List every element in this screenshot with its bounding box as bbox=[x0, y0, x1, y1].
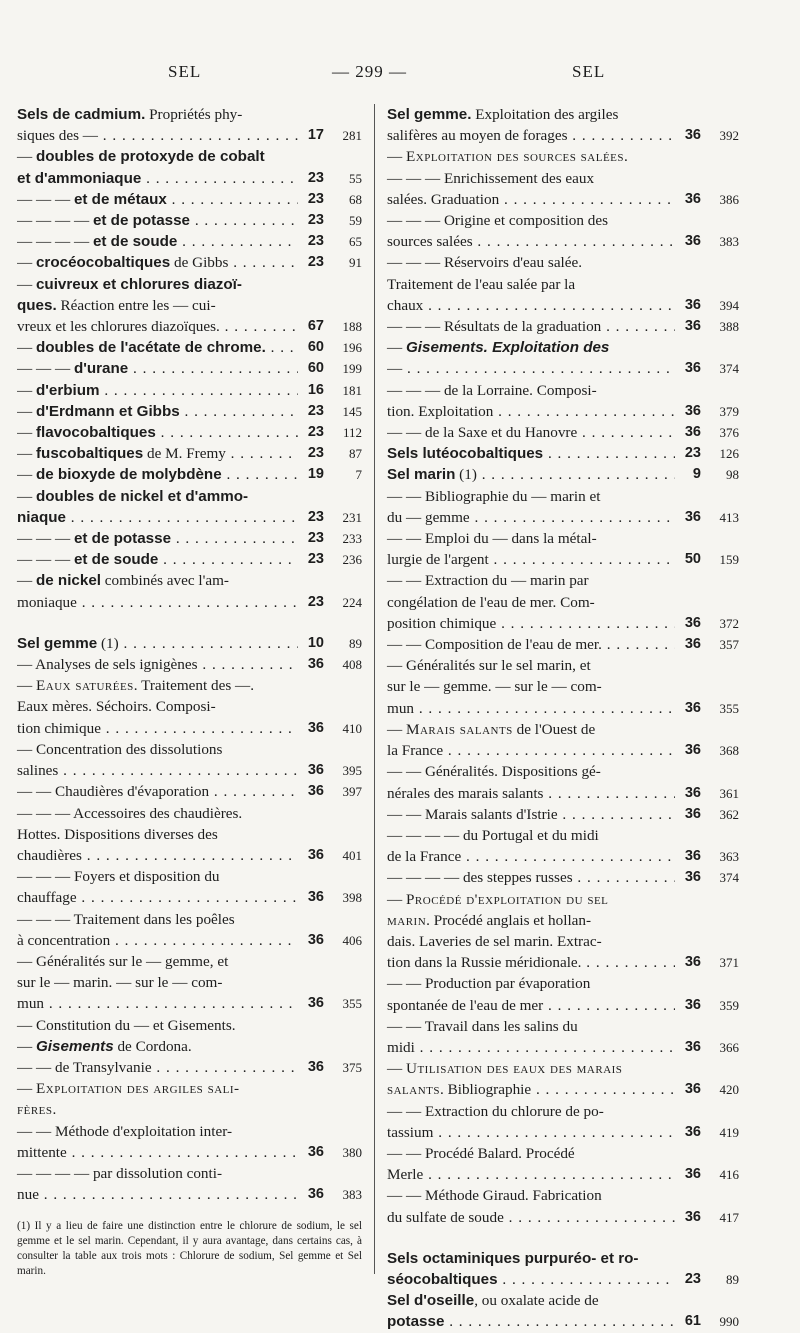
entry-text: — — — — des steppes russes . . . bbox=[387, 867, 739, 888]
entry-text: — — — — et de potasse . . . bbox=[17, 210, 362, 231]
entry-text: — Exploitation des argiles sali- fères. bbox=[17, 1080, 240, 1119]
volume-number: 36 bbox=[684, 296, 701, 313]
volume-number: 36 bbox=[684, 318, 701, 335]
volume-number: 36 bbox=[307, 846, 324, 863]
volume-number: 23 bbox=[307, 424, 324, 441]
entry-text: — — Composition de l'eau de mer. . . . bbox=[387, 634, 739, 655]
index-entry bbox=[387, 1248, 739, 1290]
entry-text: — — — — et de soude . . . bbox=[17, 231, 362, 252]
index-entry bbox=[17, 274, 362, 338]
page-reference: 395 bbox=[342, 763, 362, 779]
entry-text: — cuivreux et chlorures diazoï- ques. Réaction entre les — cui- vreux et les chlorures diazoïques. . . . bbox=[17, 274, 362, 338]
entry-text: Sels lutéocobaltiques . . . bbox=[387, 443, 739, 464]
page-reference: 408 bbox=[342, 657, 362, 673]
entry-text: — — Production par évaporation spontanée de l'eau de mer . . . bbox=[387, 973, 739, 1015]
volume-number: 36 bbox=[307, 1143, 324, 1160]
entry-text: — d'Erdmann et Gibbs . . . bbox=[17, 401, 362, 422]
volume-number: 36 bbox=[307, 995, 324, 1012]
column-divider bbox=[374, 104, 375, 1274]
volume-number: 23 bbox=[307, 593, 324, 610]
entry-text: — — — Enrichissement des eaux salées. Graduation . . . bbox=[387, 168, 739, 210]
volume-number: 36 bbox=[307, 656, 324, 673]
entry-text: — — — et de potasse . . . bbox=[17, 528, 362, 549]
volume-number: 23 bbox=[307, 169, 324, 186]
entry-text: — — Emploi du — dans la métal- lurgie de l'argent . . . bbox=[387, 528, 739, 570]
header-right: SEL bbox=[572, 62, 606, 81]
entry-text: — — Chaudières d'évaporation . . . bbox=[17, 781, 362, 802]
page-reference: 380 bbox=[342, 1144, 362, 1160]
page-reference: 231 bbox=[342, 509, 362, 525]
entry-text: — Généralités sur le sel marin, et sur le — gemme. — sur le — com- mun . . . bbox=[387, 655, 739, 719]
entry-text: Sel marin (1) . . . bbox=[387, 464, 739, 485]
page-reference: 359 bbox=[719, 997, 739, 1013]
entry-text: — — — et de soude . . . bbox=[17, 549, 362, 570]
page-reference: 355 bbox=[719, 700, 739, 716]
page-reference: 68 bbox=[349, 191, 362, 207]
volume-number: 36 bbox=[684, 508, 701, 525]
entry-text: — — Méthode Giraud. Fabrication du sulfate de soude . . . bbox=[387, 1185, 739, 1227]
volume-number: 36 bbox=[307, 1186, 324, 1203]
volume-number: 60 bbox=[307, 360, 324, 377]
page-reference: 371 bbox=[719, 955, 739, 971]
page-reference: 379 bbox=[719, 403, 739, 419]
index-entry bbox=[387, 1185, 739, 1227]
entry-text: — Exploitation des sources salées. bbox=[387, 148, 628, 166]
volume-number: 36 bbox=[684, 954, 701, 971]
index-entry bbox=[17, 401, 362, 422]
index-entry bbox=[17, 739, 362, 781]
entry-text: — d'erbium . . . bbox=[17, 380, 362, 401]
volume-number: 36 bbox=[307, 719, 324, 736]
index-entry bbox=[17, 380, 362, 401]
page-reference: 233 bbox=[342, 531, 362, 547]
entry-text: — doubles de l'acétate de chrome. . . . bbox=[17, 337, 362, 358]
index-entry bbox=[17, 422, 362, 443]
index-entry bbox=[17, 909, 362, 951]
entry-text: — — Extraction du chlorure de po- tassium . . . bbox=[387, 1101, 739, 1143]
page-reference: 7 bbox=[355, 467, 362, 483]
left-column bbox=[17, 104, 362, 1279]
page-reference: 59 bbox=[349, 213, 362, 229]
page-reference: 65 bbox=[349, 234, 362, 250]
index-entry bbox=[387, 867, 739, 888]
entry-text: — Gisements. Exploitation des — . . . bbox=[387, 337, 739, 379]
entry-text: — — — Réservoirs d'eau salée. Traitement de l'eau salée par la chaux . . . bbox=[387, 252, 739, 316]
index-entry bbox=[387, 655, 739, 719]
index-entry bbox=[17, 189, 362, 210]
index-entry bbox=[17, 528, 362, 549]
entry-text: — Généralités sur le — gemme, et sur le — marin. — sur le — com- mun . . . bbox=[17, 951, 362, 1015]
page-reference: 420 bbox=[719, 1082, 739, 1098]
entry-text: — — — Origine et composition des sources salées . . . bbox=[387, 210, 739, 252]
page-reference: 89 bbox=[349, 635, 362, 651]
volume-number: 36 bbox=[684, 1038, 701, 1055]
page-reference: 159 bbox=[719, 552, 739, 568]
entry-text: Sels octaminiques purpuréo- et ro- séocobaltiques . . . bbox=[387, 1248, 739, 1290]
index-entry bbox=[387, 889, 739, 974]
index-entry bbox=[17, 781, 362, 802]
right-column bbox=[387, 104, 739, 1333]
volume-number: 36 bbox=[684, 636, 701, 653]
page-reference: 419 bbox=[719, 1124, 739, 1140]
index-entry bbox=[17, 146, 362, 188]
index-entry bbox=[17, 486, 362, 528]
page-reference: 394 bbox=[719, 297, 739, 313]
index-entry bbox=[387, 316, 739, 337]
page-reference: 990 bbox=[719, 1314, 739, 1330]
index-entry bbox=[387, 104, 739, 146]
volume-number: 23 bbox=[307, 445, 324, 462]
volume-number: 60 bbox=[307, 339, 324, 356]
index-entry bbox=[17, 231, 362, 252]
index-entry bbox=[17, 464, 362, 485]
volume-number: 36 bbox=[684, 869, 701, 886]
page-reference: 281 bbox=[342, 128, 362, 144]
volume-number: 36 bbox=[684, 699, 701, 716]
index-entry bbox=[387, 1143, 739, 1185]
volume-number: 36 bbox=[307, 1058, 324, 1075]
volume-number: 36 bbox=[684, 805, 701, 822]
page-reference: 89 bbox=[726, 1271, 739, 1287]
index-entry bbox=[17, 654, 362, 675]
page-reference: 413 bbox=[719, 509, 739, 525]
page-reference: 362 bbox=[719, 806, 739, 822]
volume-number: 23 bbox=[684, 445, 701, 462]
index-entry bbox=[387, 804, 739, 825]
volume-number: 36 bbox=[684, 784, 701, 801]
index-entry bbox=[387, 443, 739, 464]
volume-number: 23 bbox=[307, 212, 324, 229]
index-entry bbox=[17, 1078, 362, 1120]
section-gap bbox=[387, 1228, 739, 1248]
page-reference: 357 bbox=[719, 637, 739, 653]
index-entry bbox=[387, 719, 739, 761]
entry-text: — fuscobaltiques de M. Fremy . . . bbox=[17, 443, 362, 464]
volume-number: 36 bbox=[684, 1208, 701, 1225]
index-entry bbox=[387, 761, 739, 803]
page-reference: 375 bbox=[342, 1059, 362, 1075]
entry-text: — Marais salants de l'Ouest de la France . . . bbox=[387, 719, 739, 761]
index-entry bbox=[387, 146, 739, 167]
page-reference: 355 bbox=[342, 996, 362, 1012]
index-entry bbox=[387, 168, 739, 210]
volume-number: 10 bbox=[307, 634, 324, 651]
index-entry bbox=[17, 633, 362, 654]
footnote: (1) Il y a lieu de faire une distinction entre le chlorure de sodium, le sel gemme et le sel marin. Cependant, il y aura avantage, dans certains cas, à consulter la table aux trois mots : Chlorure de sodium, Sel gemme et Sel marin. bbox=[17, 1220, 362, 1278]
volume-number: 23 bbox=[307, 190, 324, 207]
page-reference: 368 bbox=[719, 743, 739, 759]
index-entry bbox=[387, 634, 739, 655]
volume-number: 36 bbox=[307, 889, 324, 906]
page-number: — 299 — bbox=[332, 62, 407, 81]
index-entry bbox=[387, 422, 739, 443]
index-entry bbox=[387, 380, 739, 422]
volume-number: 61 bbox=[684, 1313, 701, 1330]
volume-number: 36 bbox=[307, 762, 324, 779]
page-reference: 401 bbox=[342, 847, 362, 863]
entry-text: — — Travail dans les salins du midi . . . bbox=[387, 1016, 739, 1058]
entry-text: — flavocobaltiques . . . bbox=[17, 422, 362, 443]
entry-text: — doubles de nickel et d'ammo- niaque . . . bbox=[17, 486, 362, 528]
page-reference: 416 bbox=[719, 1167, 739, 1183]
entry-text: — de bioxyde de molybdène . . . bbox=[17, 464, 362, 485]
entry-text: — — — — par dissolution conti- nue . . . bbox=[17, 1163, 362, 1205]
page-reference: 406 bbox=[342, 932, 362, 948]
volume-number: 23 bbox=[307, 233, 324, 250]
volume-number: 67 bbox=[307, 318, 324, 335]
page-reference: 224 bbox=[342, 594, 362, 610]
index-entry bbox=[17, 1163, 362, 1205]
volume-number: 36 bbox=[684, 742, 701, 759]
index-entry bbox=[387, 464, 739, 485]
index-entry bbox=[387, 1016, 739, 1058]
entry-text: — — — Traitement dans les poêles à concentration . . . bbox=[17, 909, 362, 951]
entry-text: Sels de cadmium. Propriétés phy- siques des — . . . bbox=[17, 104, 362, 146]
volume-number: 23 bbox=[307, 254, 324, 271]
entry-text: — — — Résultats de la graduation . . . bbox=[387, 316, 739, 337]
entry-text: — crocéocobaltiques de Gibbs . . . bbox=[17, 252, 362, 273]
index-entry bbox=[17, 443, 362, 464]
index-entry bbox=[387, 570, 739, 634]
entry-text: — — Méthode d'exploitation inter- mittente . . . bbox=[17, 1121, 362, 1163]
volume-number: 23 bbox=[684, 1270, 701, 1287]
page-reference: 410 bbox=[342, 720, 362, 736]
index-entry bbox=[17, 358, 362, 379]
entry-text: — Eaux saturées. Traitement des —. Eaux mères. Séchoirs. Composi- tion chimique . . . bbox=[17, 675, 362, 739]
index-entry bbox=[17, 1121, 362, 1163]
index-entry bbox=[387, 1290, 739, 1332]
volume-number: 36 bbox=[684, 848, 701, 865]
page-reference: 398 bbox=[342, 890, 362, 906]
index-entry bbox=[387, 1101, 739, 1143]
page-reference: 374 bbox=[719, 361, 739, 377]
volume-number: 36 bbox=[684, 1081, 701, 1098]
page-reference: 363 bbox=[719, 849, 739, 865]
entry-text: — — — de la Lorraine. Composi- tion. Exploitation . . . bbox=[387, 380, 739, 422]
entry-text: Sel gemme (1) . . . bbox=[17, 633, 362, 654]
entry-text: — — de la Saxe et du Hanovre . . . bbox=[387, 422, 739, 443]
index-entry bbox=[17, 951, 362, 1015]
volume-number: 23 bbox=[307, 508, 324, 525]
volume-number: 23 bbox=[307, 530, 324, 547]
entry-text: — — Bibliographie du — marin et du — gemme . . . bbox=[387, 486, 739, 528]
page-reference: 188 bbox=[342, 319, 362, 335]
volume-number: 36 bbox=[684, 614, 701, 631]
volume-number: 36 bbox=[684, 233, 701, 250]
index-entry bbox=[17, 866, 362, 908]
entry-text: — — Marais salants d'Istrie . . . bbox=[387, 804, 739, 825]
page-reference: 376 bbox=[719, 425, 739, 441]
volume-number: 17 bbox=[307, 127, 324, 144]
page-reference: 145 bbox=[342, 403, 362, 419]
index-entry bbox=[17, 803, 362, 867]
page-header bbox=[0, 62, 800, 92]
entry-text: — de nickel combinés avec l'am- moniaque . . . bbox=[17, 570, 362, 612]
volume-number: 23 bbox=[307, 551, 324, 568]
volume-number: 19 bbox=[307, 466, 324, 483]
index-entry bbox=[17, 675, 362, 739]
index-entry bbox=[387, 973, 739, 1015]
entry-text: — — Généralités. Dispositions gé- nérales des marais salants . . . bbox=[387, 761, 739, 803]
entry-text: — Procédé d'exploitation du sel marin. Procédé anglais et hollan- dais. Laveries de sel marin. Extrac- tion dans la Russie méridionale. . . . bbox=[387, 889, 739, 974]
entry-text: Sel d'oseille, ou oxalate acide de potasse . . . bbox=[387, 1290, 739, 1332]
index-entry bbox=[387, 825, 739, 867]
index-entry bbox=[17, 1015, 362, 1057]
entry-text: Sel gemme. Exploitation des argiles salifères au moyen de forages . . . bbox=[387, 104, 739, 146]
page-reference: 386 bbox=[719, 191, 739, 207]
header-left: SEL bbox=[168, 62, 202, 81]
volume-number: 36 bbox=[684, 1166, 701, 1183]
page-reference: 388 bbox=[719, 319, 739, 335]
entry-text: — Analyses de sels ignigènes . . . bbox=[17, 654, 362, 675]
page-reference: 383 bbox=[719, 234, 739, 250]
page-reference: 383 bbox=[342, 1187, 362, 1203]
entry-text: — — — — du Portugal et du midi de la France . . . bbox=[387, 825, 739, 867]
page-reference: 55 bbox=[349, 170, 362, 186]
index-entry bbox=[17, 1057, 362, 1078]
entry-text: — doubles de protoxyde de cobalt et d'ammoniaque . . . bbox=[17, 146, 362, 188]
page-reference: 112 bbox=[342, 425, 362, 441]
page-reference: 196 bbox=[342, 340, 362, 356]
entry-text: — — — Accessoires des chaudières. Hottes. Dispositions diverses des chaudières . . . bbox=[17, 803, 362, 867]
entry-text: — Utilisation des eaux des marais salants. Bibliographie . . . bbox=[387, 1058, 739, 1100]
index-entry bbox=[387, 210, 739, 252]
page-reference: 374 bbox=[719, 870, 739, 886]
page-reference: 397 bbox=[342, 784, 362, 800]
page-reference: 91 bbox=[349, 255, 362, 271]
page-reference: 372 bbox=[719, 615, 739, 631]
volume-number: 9 bbox=[692, 466, 701, 483]
page-reference: 126 bbox=[719, 446, 739, 462]
entry-text: — Constitution du — et Gisements. — Gisements de Cordona. bbox=[17, 1016, 236, 1055]
page-reference: 236 bbox=[342, 552, 362, 568]
page-reference: 87 bbox=[349, 446, 362, 462]
page-reference: 361 bbox=[719, 785, 739, 801]
index-entry bbox=[387, 528, 739, 570]
page-reference: 199 bbox=[342, 361, 362, 377]
entry-text: — Concentration des dissolutions salines . . . bbox=[17, 739, 362, 781]
index-entry bbox=[387, 486, 739, 528]
index-entry bbox=[387, 252, 739, 316]
entry-text: — — Extraction du — marin par congélation de l'eau de mer. Com- position chimique . . . bbox=[387, 570, 739, 634]
page-reference: 417 bbox=[719, 1209, 739, 1225]
index-entry bbox=[17, 337, 362, 358]
page-reference: 181 bbox=[342, 382, 362, 398]
entry-text: — — de Transylvanie . . . bbox=[17, 1057, 362, 1078]
volume-number: 50 bbox=[684, 551, 701, 568]
entry-text: — — Procédé Balard. Procédé Merle . . . bbox=[387, 1143, 739, 1185]
volume-number: 36 bbox=[307, 783, 324, 800]
index-entry bbox=[17, 570, 362, 612]
entry-text: — — — et de métaux . . . bbox=[17, 189, 362, 210]
index-entry bbox=[17, 252, 362, 273]
volume-number: 36 bbox=[307, 931, 324, 948]
volume-number: 36 bbox=[684, 996, 701, 1013]
volume-number: 36 bbox=[684, 424, 701, 441]
index-entry bbox=[17, 104, 362, 146]
volume-number: 36 bbox=[684, 360, 701, 377]
volume-number: 23 bbox=[307, 402, 324, 419]
index-entry bbox=[17, 549, 362, 570]
volume-number: 36 bbox=[684, 402, 701, 419]
section-gap bbox=[17, 613, 362, 633]
volume-number: 36 bbox=[684, 190, 701, 207]
index-entry bbox=[387, 337, 739, 379]
page-reference: 366 bbox=[719, 1039, 739, 1055]
page-reference: 392 bbox=[719, 128, 739, 144]
index-entry bbox=[387, 1058, 739, 1100]
entry-text: — — — Foyers et disposition du chauffage . . . bbox=[17, 866, 362, 908]
volume-number: 16 bbox=[307, 381, 324, 398]
page-reference: 98 bbox=[726, 467, 739, 483]
volume-number: 36 bbox=[684, 1123, 701, 1140]
index-entry bbox=[17, 210, 362, 231]
volume-number: 36 bbox=[684, 127, 701, 144]
entry-text: — — — d'urane . . . bbox=[17, 358, 362, 379]
